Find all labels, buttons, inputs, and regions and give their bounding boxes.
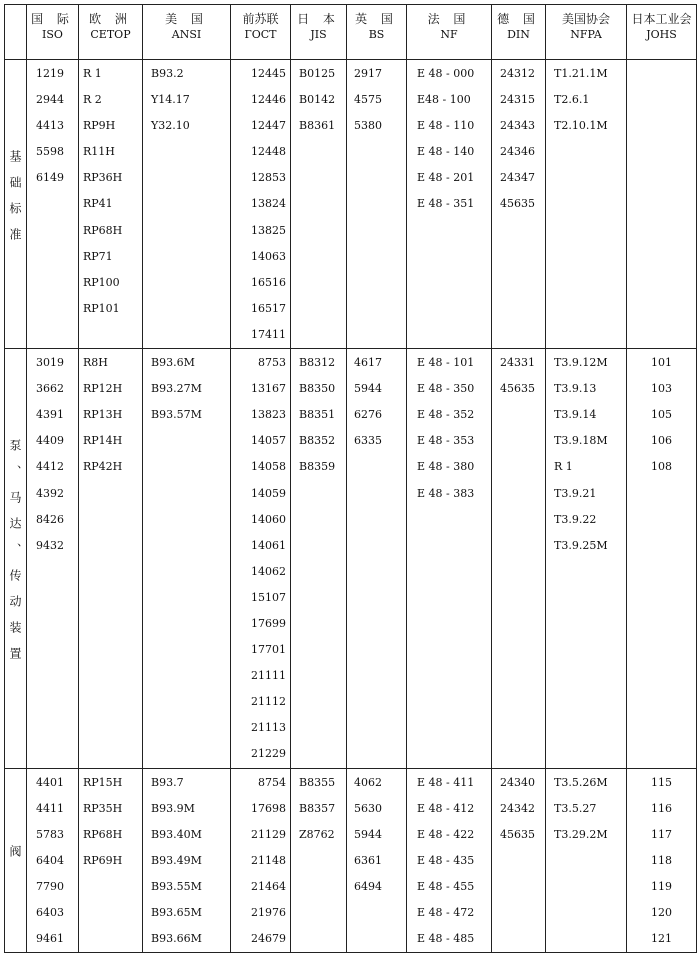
standard-code: 14063 [251,249,286,263]
standard-code: T3.9.25M [554,538,608,552]
standard-code: 5783 [36,827,64,841]
bs-cell [347,768,407,953]
standard-code: 121 [651,932,672,946]
bs-cell [347,60,407,349]
standard-code: B0142 [299,93,336,107]
header-ansi [143,5,231,60]
standard-code: 4413 [36,119,64,133]
standard-code: T3.9.14 [554,408,597,422]
standard-code: B93.9M [151,801,195,815]
standard-code: E 48 - 351 [417,197,475,211]
category-label: 泵、马达、传动装置 [8,439,22,674]
standard-code: E 48 - 435 [417,853,475,867]
standard-code: R8H [83,356,108,370]
nf-cell [407,768,492,953]
standard-code: 118 [651,853,672,867]
standard-code: 106 [651,434,672,448]
standard-code: E 48 - 110 [417,119,475,133]
category-cell [5,768,27,953]
standard-code: RP68H [83,827,123,841]
header-label-en: ANSI [171,28,202,41]
standard-code: 8754 [258,775,286,789]
jis-cell [291,768,347,953]
standard-code: T3.9.21 [554,486,597,500]
nfpa-cell [546,768,627,953]
standard-code: B93.27M [151,382,202,396]
header-gost [231,5,291,60]
standard-code: B8312 [299,356,336,370]
header-label-cn: 法 国 [427,12,471,26]
din-cell [492,768,546,953]
standard-code: T1.21.1M [554,67,608,80]
standard-code: T3.9.12M [554,356,608,370]
standard-code: 5944 [354,382,382,396]
standard-code: E 48 - 201 [417,171,475,185]
standard-code: RP9H [83,119,116,133]
standard-code: E 48 - 472 [417,906,475,919]
standard-code: 45635 [500,197,535,211]
standard-code: E 48 - 380 [417,460,475,474]
standard-code: 103 [651,382,672,396]
standard-code: 4062 [354,775,382,789]
ansi-cell [143,768,231,953]
standard-code: E 48 - 000 [417,67,475,80]
standard-code: B8355 [299,775,336,789]
standard-code: B93.6M [151,356,195,370]
header-label-en: JOHS [646,28,677,41]
standard-code: 17411 [251,327,286,341]
standard-code: 4391 [36,408,64,422]
standard-code: 6404 [36,853,64,867]
standard-code: T3.9.13 [554,382,597,396]
cetop-cell [79,768,143,953]
standard-code: 12446 [251,93,286,107]
standard-code: E48 - 100 [417,93,471,107]
standard-code: 24347 [500,171,535,185]
header-label-en: CETOP [90,28,131,41]
standard-code: 45635 [500,827,535,841]
standard-code: 4401 [36,775,64,789]
header-label-cn: 美 国 [165,12,208,26]
standard-code: E 48 - 350 [417,382,475,396]
standard-code: 17701 [251,643,286,657]
standard-code: 120 [651,906,672,919]
standard-code: Y32.10 [151,119,190,133]
standard-code: 115 [651,775,672,789]
standard-code: RP35H [83,801,123,815]
nf-cell [407,60,492,349]
header-bs [347,5,407,60]
standard-code: 5630 [354,801,382,815]
standard-code: R11H [83,145,115,159]
standard-code: 6403 [36,906,64,919]
standard-code: 14058 [251,460,286,474]
standard-code: E 48 - 422 [417,827,475,841]
standard-code: 13825 [251,223,286,237]
standard-code: 12447 [251,119,286,133]
header-corner [5,5,27,60]
standard-code: RP14H [83,434,123,448]
header-label-en: DIN [507,28,530,41]
standard-code: RP36H [83,171,123,185]
standard-code: 13167 [251,382,286,396]
jis-cell [291,349,347,769]
header-label-cn: 日 本 [297,12,340,26]
standard-code: RP13H [83,408,123,422]
standard-code: 21229 [251,747,286,761]
standard-code: B93.66M [151,932,202,946]
header-nf [407,5,492,60]
standard-code: B0125 [299,67,336,80]
header-label-cn: 德 国 [497,12,540,26]
standard-code: B93.55M [151,879,202,893]
standard-code: B8352 [299,434,336,448]
johs-cell [627,349,697,769]
standard-code: 21129 [251,827,286,841]
standard-code: 24342 [500,801,535,815]
standard-code: RP71 [83,249,113,263]
standard-code: 21112 [251,695,286,709]
standard-code: T3.29.2M [554,827,608,841]
standard-code: B93.49M [151,853,202,867]
standard-code: T2.6.1 [554,93,590,107]
standard-code: 9432 [36,538,64,552]
header-label-en: ISO [42,28,63,41]
standard-code: 15107 [251,590,286,604]
standard-code: RP42H [83,460,123,474]
standard-code: 21113 [251,721,286,735]
nf-cell [407,349,492,769]
standard-code: 24315 [500,93,535,107]
standard-code: 17698 [251,801,286,815]
standard-code: 24346 [500,145,535,159]
standard-code: E 48 - 352 [417,408,475,422]
standard-code: E 48 - 412 [417,801,475,815]
standard-code: B8350 [299,382,336,396]
jis-cell [291,60,347,349]
standard-code: 3019 [36,356,64,370]
header-label-cn: 英 国 [355,12,398,26]
standard-code: B8351 [299,408,336,422]
standard-code: RP68H [83,223,123,237]
table-row [5,349,697,769]
standard-code: 45635 [500,382,535,396]
header-jis [291,5,347,60]
header-label-en: NFPA [570,28,602,41]
standard-code: T3.5.27 [554,801,597,815]
standard-code: E 48 - 101 [417,356,475,370]
standard-code: RP101 [83,301,120,315]
standard-code: 14062 [251,564,286,578]
standard-code: 24340 [500,775,535,789]
standard-code: 6276 [354,408,382,422]
header-label-cn: 日本工业会 [631,12,692,26]
standard-code: 24679 [251,932,286,946]
standard-code: 12853 [251,171,286,185]
standard-code: B93.57M [151,408,202,422]
cetop-cell [79,60,143,349]
standard-code: 101 [651,356,672,370]
standard-code: 13823 [251,408,286,422]
standard-code: 21148 [251,853,286,867]
table-row [5,768,697,953]
standard-code: RP41 [83,197,113,211]
standard-code: RP15H [83,775,123,789]
standard-code: 16517 [251,301,286,315]
gost-cell [231,60,291,349]
standard-code: B8361 [299,119,336,133]
johs-cell [627,60,697,349]
standard-code: B93.7 [151,775,184,789]
nfpa-cell [546,60,627,349]
header-nfpa [546,5,627,60]
standard-code: 6149 [36,171,64,185]
standard-code: RP100 [83,275,120,289]
standards-table [4,4,697,953]
category-cell [5,60,27,349]
standard-code: 24343 [500,119,535,133]
standard-code: 14060 [251,512,286,526]
header-label-cn: 欧 洲 [89,12,132,26]
category-label: 基础标准 [8,150,22,255]
standard-code: E 48 - 383 [417,486,475,500]
standard-code: T2.10.1M [554,119,608,133]
standard-code: E 48 - 140 [417,145,475,159]
standard-code: E 48 - 485 [417,932,475,946]
standard-code: E 48 - 353 [417,434,475,448]
standard-code: 14061 [251,538,286,552]
iso-cell [27,349,79,769]
standard-code: 4412 [36,460,64,474]
standard-code: 5944 [354,827,382,841]
header-label-en: JIS [310,28,327,41]
standard-code: 4392 [36,486,64,500]
standard-code: E 48 - 411 [417,775,475,789]
standard-code: RP69H [83,853,123,867]
standard-code: T3.9.22 [554,512,597,526]
header-label-en: ГОСТ [244,28,277,41]
standard-code: T3.5.26M [554,775,608,789]
standard-code: 2944 [36,93,64,107]
standard-code: B8359 [299,460,336,474]
standard-code: 14057 [251,434,286,448]
gost-cell [231,349,291,769]
standard-code: E 48 - 455 [417,879,475,893]
standard-code: B93.2 [151,67,184,80]
standard-code: 4411 [36,801,64,815]
standard-code: Y14.17 [151,93,190,107]
din-cell [492,349,546,769]
ansi-cell [143,349,231,769]
category-cell [5,349,27,769]
header-din [492,5,546,60]
din-cell [492,60,546,349]
cetop-cell [79,349,143,769]
standard-code: 5598 [36,145,64,159]
standard-code: 116 [651,801,672,815]
standard-code: R 2 [83,93,102,107]
standard-code: 108 [651,460,672,474]
standard-code: B93.65M [151,906,202,919]
header-johs [627,5,697,60]
ansi-cell [143,60,231,349]
standard-code: 117 [651,827,672,841]
standard-code: B8357 [299,801,336,815]
standard-code: 21464 [251,879,286,893]
header-label-cn: 国 际 [31,12,74,26]
header-label-cn: 前苏联 [242,12,279,26]
bs-cell [347,349,407,769]
standard-code: 1219 [36,67,64,80]
standard-code: 24312 [500,67,535,80]
standard-code: 3662 [36,382,64,396]
standard-code: 16516 [251,275,286,289]
standard-code: 21111 [251,669,286,683]
standard-code: 6494 [354,879,382,893]
standard-code: R 1 [83,67,102,80]
standard-code: 119 [651,879,672,893]
standard-code: 105 [651,408,672,422]
header-cetop [79,5,143,60]
iso-cell [27,768,79,953]
standard-code: 13824 [251,197,286,211]
johs-cell [627,768,697,953]
standard-code: 4617 [354,356,382,370]
standard-code: 9461 [36,932,64,946]
standard-code: 12448 [251,145,286,159]
standard-code: 6335 [354,434,382,448]
iso-cell [27,60,79,349]
gost-cell [231,768,291,953]
standard-code: Z8762 [299,827,335,841]
standard-code: 17699 [251,616,286,630]
standard-code: 12445 [251,67,286,80]
standard-code: 8426 [36,512,64,526]
standard-code: B93.40M [151,827,202,841]
category-label: 阀 [8,845,22,872]
standard-code: 2917 [354,67,382,80]
table-row [5,60,697,349]
standard-code: 14059 [251,486,286,500]
header-label-en: NF [440,28,458,41]
standard-code: 7790 [36,879,64,893]
standard-code: R 1 [554,460,573,474]
header-label-cn: 美国协会 [561,12,610,26]
header-label-en: BS [368,28,385,41]
standard-code: 4409 [36,434,64,448]
nfpa-cell [546,349,627,769]
table-body [5,60,697,953]
header-iso [27,5,79,60]
standard-code: 4575 [354,93,382,107]
standard-code: 24331 [500,356,535,370]
standard-code: T3.9.18M [554,434,608,448]
header-row [5,5,697,60]
standard-code: RP12H [83,382,123,396]
standard-code: 8753 [258,356,286,370]
standard-code: 6361 [354,853,382,867]
standard-code: 5380 [354,119,382,133]
standard-code: 21976 [251,906,286,919]
